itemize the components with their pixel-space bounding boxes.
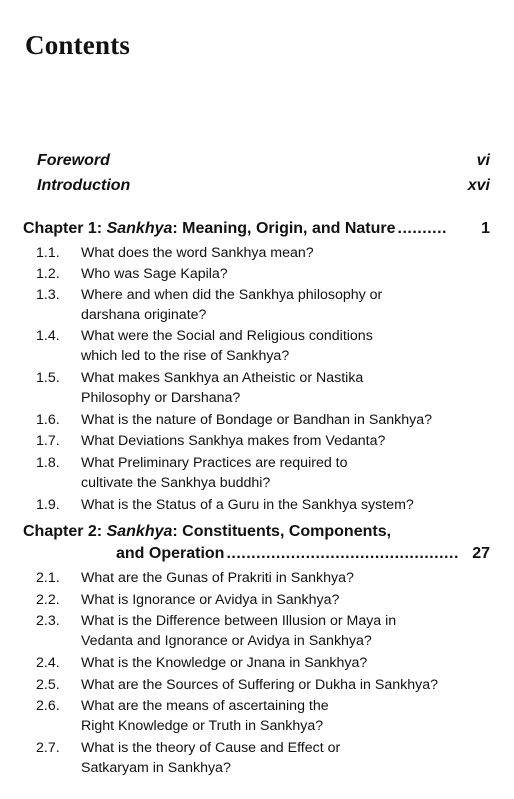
item-number: 1.5. (36, 370, 60, 386)
entry-label: Foreword (37, 152, 110, 169)
item-number: 1.2. (36, 266, 60, 282)
item-text-line2: which led to the rise of Sankhya? (81, 348, 290, 364)
item-text: What is the Status of a Guru in the Sankhya system? (81, 497, 414, 513)
item-number: 2.1. (36, 570, 60, 586)
entry-label: Introduction (37, 177, 131, 194)
chapter-italic: Sankhya (106, 220, 173, 237)
chapter-title: : Meaning, Origin, and Nature (172, 220, 396, 237)
chapter-1-heading (23, 220, 490, 238)
item-text: What is the Difference between Illusion or Maya in (81, 613, 397, 629)
page-title: Contents (25, 30, 131, 60)
item-number: 1.8. (36, 455, 60, 471)
item-text: What Preliminary Practices are required to (81, 455, 348, 471)
item-number: 1.3. (36, 287, 60, 303)
chapter-page: 27 (472, 545, 490, 562)
item-text: What is the Knowledge or Jnana in Sankhya? (81, 655, 368, 671)
leader-dots: ............................................... (226, 545, 459, 562)
item-text: What is the nature of Bondage or Bandhan in Sankhya? (81, 412, 432, 428)
item-text: What Deviations Sankhya makes from Vedanta? (81, 433, 386, 449)
chapter-title: : Constituents, Components, (172, 523, 392, 540)
item-text-line2: Satkaryam in Sankhya? (81, 760, 231, 776)
toc-entry-introduction (37, 177, 490, 195)
chapter-2-heading (23, 523, 490, 563)
item-text: What are the Sources of Suffering or Dukha in Sankhya? (81, 677, 438, 693)
entry-page: xvi (467, 177, 490, 194)
item-number: 1.1. (36, 245, 60, 261)
item-number: 1.9. (36, 497, 60, 513)
item-text: What are the means of ascertaining the (81, 698, 329, 714)
toc-entry-foreword (37, 152, 490, 170)
entry-page: vi (476, 152, 490, 169)
item-text: What is Ignorance or Avidya in Sankhya? (81, 592, 340, 608)
item-text: Who was Sage Kapila? (81, 266, 228, 282)
chapter-prefix: Chapter 2: (23, 523, 107, 540)
chapter-title-line2: and Operation (116, 545, 225, 562)
item-text: Where and when did the Sankhya philosophy or (81, 287, 383, 303)
item-text: What are the Gunas of Prakriti in Sankhya? (81, 570, 354, 586)
item-number: 1.6. (36, 412, 60, 428)
item-number: 2.6. (36, 698, 60, 714)
chapter-italic: Sankhya (106, 523, 173, 540)
item-text: What makes Sankhya an Atheistic or Nastika (81, 370, 364, 386)
item-text: What does the word Sankhya mean? (81, 245, 314, 261)
item-text-line2: Right Knowledge or Truth in Sankhya? (81, 718, 324, 734)
item-text-line2: Philosophy or Darshana? (81, 390, 241, 406)
item-number: 2.3. (36, 613, 60, 629)
chapter-page: 1 (481, 220, 490, 237)
item-number: 2.7. (36, 740, 60, 756)
item-number: 1.4. (36, 328, 60, 344)
item-number: 2.4. (36, 655, 60, 671)
item-text-line2: darshana originate? (81, 307, 207, 323)
leader-dots: .......... (397, 220, 447, 237)
item-text-line2: cultivate the Sankhya buddhi? (81, 475, 271, 491)
item-number: 1.7. (36, 433, 60, 449)
item-text: What were the Social and Religious conditions (81, 328, 373, 344)
item-text: What is the theory of Cause and Effect or (81, 740, 341, 756)
item-number: 2.5. (36, 677, 60, 693)
item-text-line2: Vedanta and Ignorance or Avidya in Sankhya? (81, 633, 372, 649)
item-number: 2.2. (36, 592, 60, 608)
chapter-prefix: Chapter 1: (23, 220, 107, 237)
